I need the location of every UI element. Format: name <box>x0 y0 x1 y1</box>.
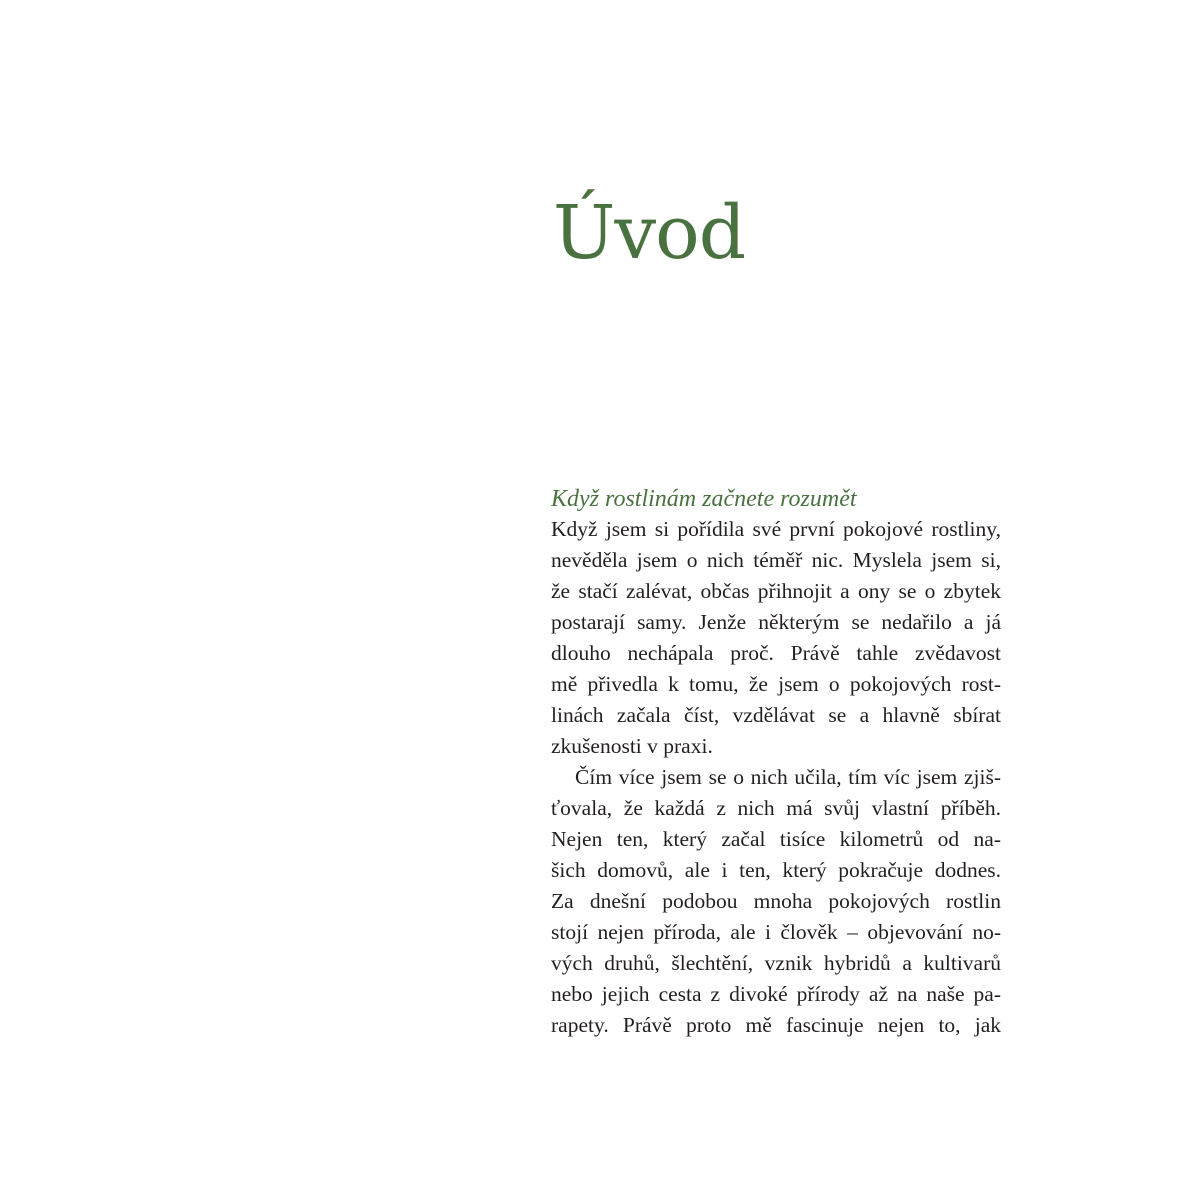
text-line: nebo jejich cesta z divoké přírody až na naše pa- <box>551 982 1001 1006</box>
text-line: Čím více jsem se o nich učila, tím víc jsem zjiš- <box>575 765 1001 789</box>
text-line: šich domovů, ale i ten, který pokračuje dodnes. <box>551 858 1001 882</box>
text-line: nevěděla jsem o nich téměř nic. Myslela jsem si, <box>551 548 1001 572</box>
text-line: rapety. Právě proto mě fascinuje nejen to, jak <box>551 1013 1001 1037</box>
text-line: dlouho nechápala proč. Právě tahle zvědavost <box>551 641 1001 665</box>
text-line: ťovala, že každá z nich má svůj vlastní příběh. <box>551 796 1001 820</box>
section-heading: Když rostlinám začnete rozumět <box>551 486 857 512</box>
text-line: stojí nejen příroda, ale i člověk – objevování no- <box>551 920 1001 944</box>
text-line: zkušenosti v praxi. <box>551 734 713 758</box>
text-line: že stačí zalévat, občas přihnojit a ony se o zbytek <box>551 579 1001 603</box>
text-line: Když jsem si pořídila své první pokojové rostliny, <box>551 517 1001 541</box>
text-line: postarají samy. Jenže některým se nedařilo a já <box>551 610 1001 634</box>
text-line: Za dnešní podobou mnoha pokojových rostlin <box>551 889 1001 913</box>
paragraph-1 <box>551 514 1001 762</box>
text-line: mě přivedla k tomu, že jsem o pokojových rost- <box>551 672 1001 696</box>
paragraph-2 <box>551 762 1001 1041</box>
text-line: Nejen ten, který začal tisíce kilometrů od na- <box>551 827 1001 851</box>
chapter-title: Úvod <box>553 190 746 276</box>
text-line: vých druhů, šlechtění, vznik hybridů a kultivarů <box>551 951 1001 975</box>
text-line: linách začala číst, vzdělávat se a hlavně sbírat <box>551 703 1001 727</box>
page-content <box>551 484 1001 1041</box>
